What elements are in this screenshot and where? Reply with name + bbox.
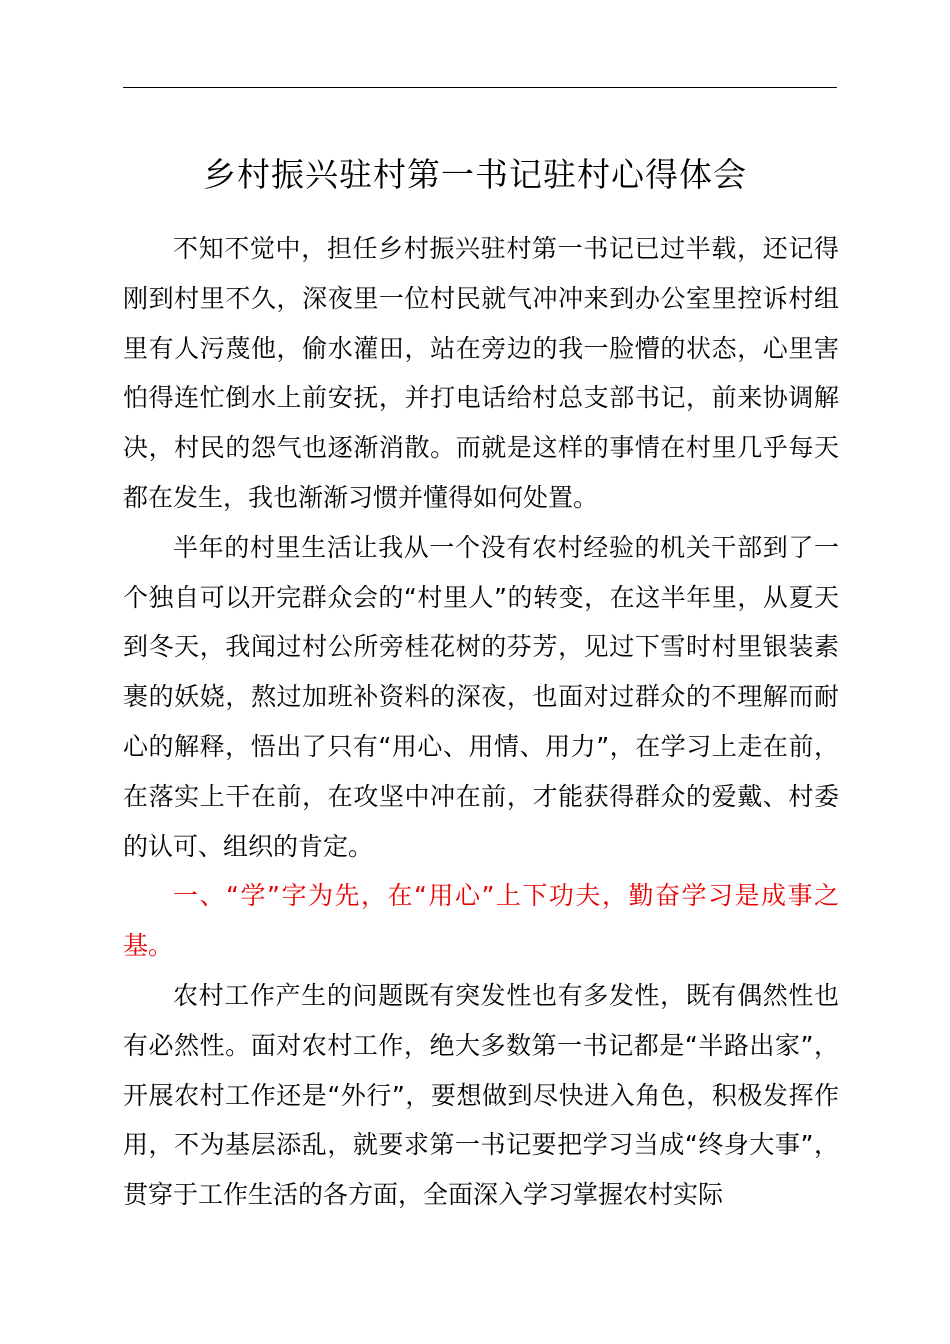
section-heading-study: 一、“学”字为先，在“用心”上下功夫，勤奋学习是成事之基。 bbox=[123, 881, 839, 961]
paragraph-half-year: 半年的村里生活让我从一个没有农村经验的机关干部到了一个独自可以开完群众会的“村里人”的转变，在这半年里，从夏天到冬天，我闻过村公所旁桂花树的芬芳，见过下雪时村里银装素裹的妖娆，熬过加班补资料的深夜，也面对过群众的不理解而耐心的解释，悟出了只有“用心、用情、用力”，在学习上走在前，在落实上干在前，在攻坚中冲在前，才能获得群众的爱戴、村委的认可、组织的肯定。 bbox=[123, 532, 839, 861]
page-title: 乡村振兴驻村第一书记驻村心得体会 bbox=[203, 155, 747, 194]
document-body bbox=[123, 224, 839, 1220]
header-rule bbox=[123, 87, 837, 88]
paragraph-intro: 不知不觉中，担任乡村振兴驻村第一书记已过半载，还记得刚到村里不久，深夜里一位村民就气冲冲来到办公室里控诉村组里有人污蔑他，偷水灌田，站在旁边的我一脸懵的状态，心里害怕得连忙倒水上前安抚，并打电话给村总支部书记，前来协调解决，村民的怨气也逐渐消散。而就是这样的事情在村里几乎每天都在发生，我也渐渐习惯并懂得如何处置。 bbox=[123, 234, 839, 512]
paragraph-rural-work: 农村工作产生的问题既有突发性也有多发性，既有偶然性也有必然性。面对农村工作，绝大多数第一书记都是“半路出家”，开展农村工作还是“外行”，要想做到尽快进入角色，积极发挥作用，不为基层添乱，就要求第一书记要把学习当成“终身大事”，贯穿于工作生活的各方面，全面深入学习掌握农村实际 bbox=[123, 980, 839, 1210]
